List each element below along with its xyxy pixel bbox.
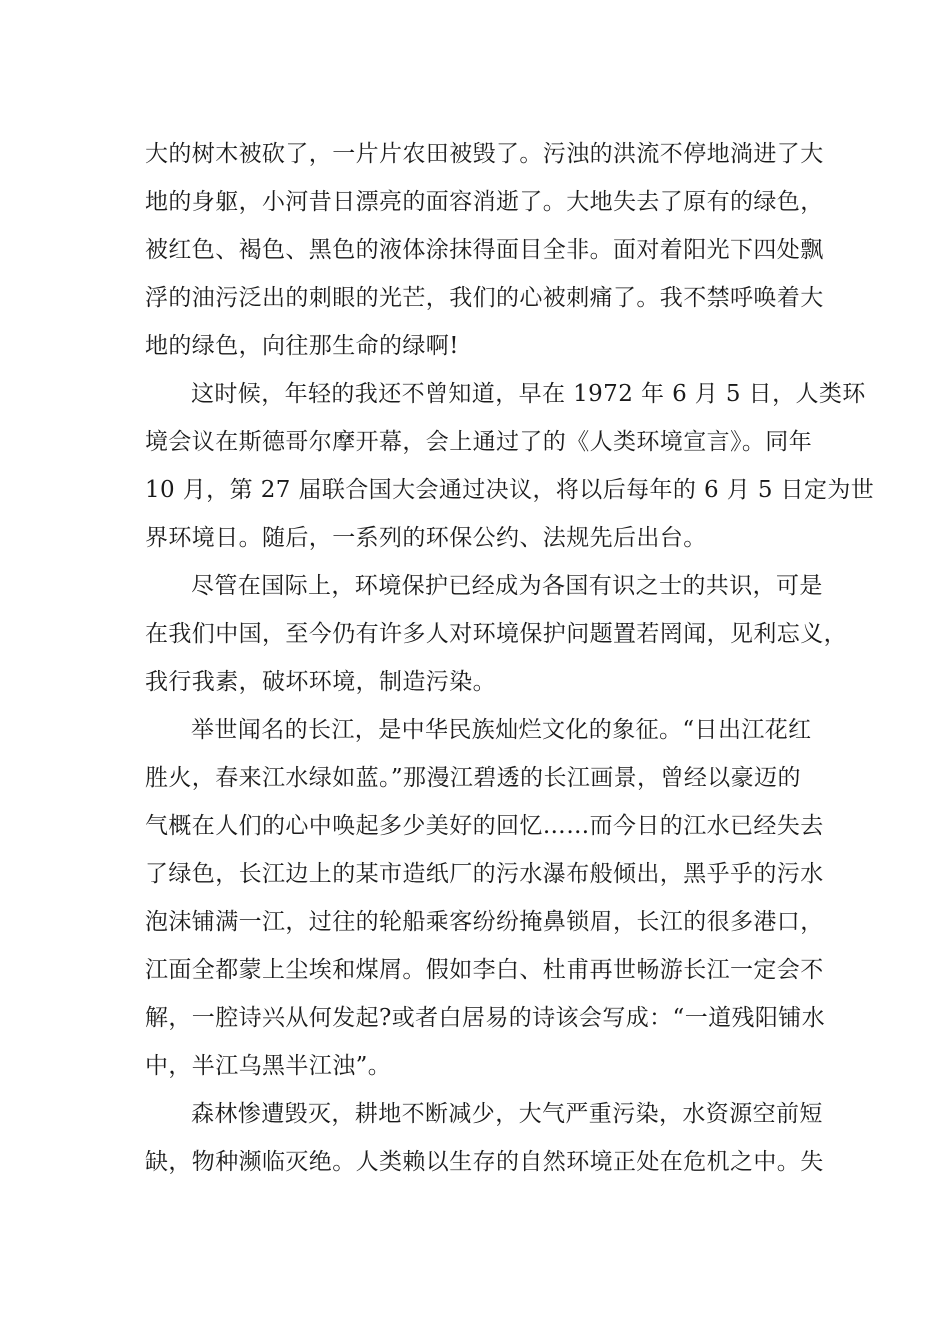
text-line: 森林惨遭毁灭，耕地不断减少，大气严重污染，水资源空前短 [191,1101,823,1127]
paragraph-5 [145,1090,825,1186]
text-line: 大的树木被砍了，一片片农田被毁了。污浊的洪流不停地淌进了大 [145,141,824,167]
text-line: 境会议在斯德哥尔摩开幕，会上通过了的《人类环境宣言》。同年 [145,429,813,455]
document-page [145,130,875,1186]
text-line: 泡沫铺满一江，过往的轮船乘客纷纷掩鼻锁眉，长江的很多港口， [145,909,824,935]
text-line: 我行我素，破坏环境，制造污染。 [145,669,496,695]
paragraph-2 [145,370,875,562]
text-line: 解，一腔诗兴从何发起?或者白居易的诗该会写成：“一道残阳铺水 [145,1005,826,1031]
text-line: 地的身躯，小河昔日漂亮的面容消逝了。大地失去了原有的绿色， [145,189,824,215]
text-line: 界环境日。随后，一系列的环保公约、法规先后出台。 [145,525,707,551]
text-line: 10 月，第 27 届联合国大会通过决议，将以后每年的 6 月 5 日定为世 [145,477,875,503]
text-line: 胜火，春来江水绿如蓝。”那漫江碧透的长江画景，曾经以豪迈的 [145,765,801,791]
text-line: 尽管在国际上，环境保护已经成为各国有识之士的共识，可是 [191,573,823,599]
text-line: 气概在人们的心中唤起多少美好的回忆……而今日的江水已经失去 [145,813,824,839]
text-line: 了绿色，长江边上的某市造纸厂的污水瀑布般倾出，黑乎乎的污水 [145,861,824,887]
text-line: 浮的油污泛出的刺眼的光芒，我们的心被刺痛了。我不禁呼唤着大 [145,285,824,311]
paragraph-3 [145,562,847,706]
text-line: 中，半江乌黑半江浊”。 [145,1053,392,1079]
text-line: 缺，物种濒临灭绝。人类赖以生存的自然环境正处在危机之中。失 [145,1149,824,1175]
text-line: 被红色、褐色、黑色的液体涂抹得面目全非。面对着阳光下四处飘 [145,237,824,263]
text-line: 这时候，年轻的我还不曾知道，早在 1972 年 6 月 5 日，人类环 [191,381,866,407]
paragraph-1 [145,130,825,370]
text-line: 地的绿色，向往那生命的绿啊! [145,333,459,359]
text-line: 江面全都蒙上尘埃和煤屑。假如李白、杜甫再世畅游长江一定会不 [145,957,824,983]
text-line: 举世闻名的长江，是中华民族灿烂文化的象征。“日出江花红 [191,717,812,743]
paragraph-4 [145,706,825,1090]
text-line: 在我们中国，至今仍有许多人对环境保护问题置若罔闻，见利忘义， [145,621,847,647]
